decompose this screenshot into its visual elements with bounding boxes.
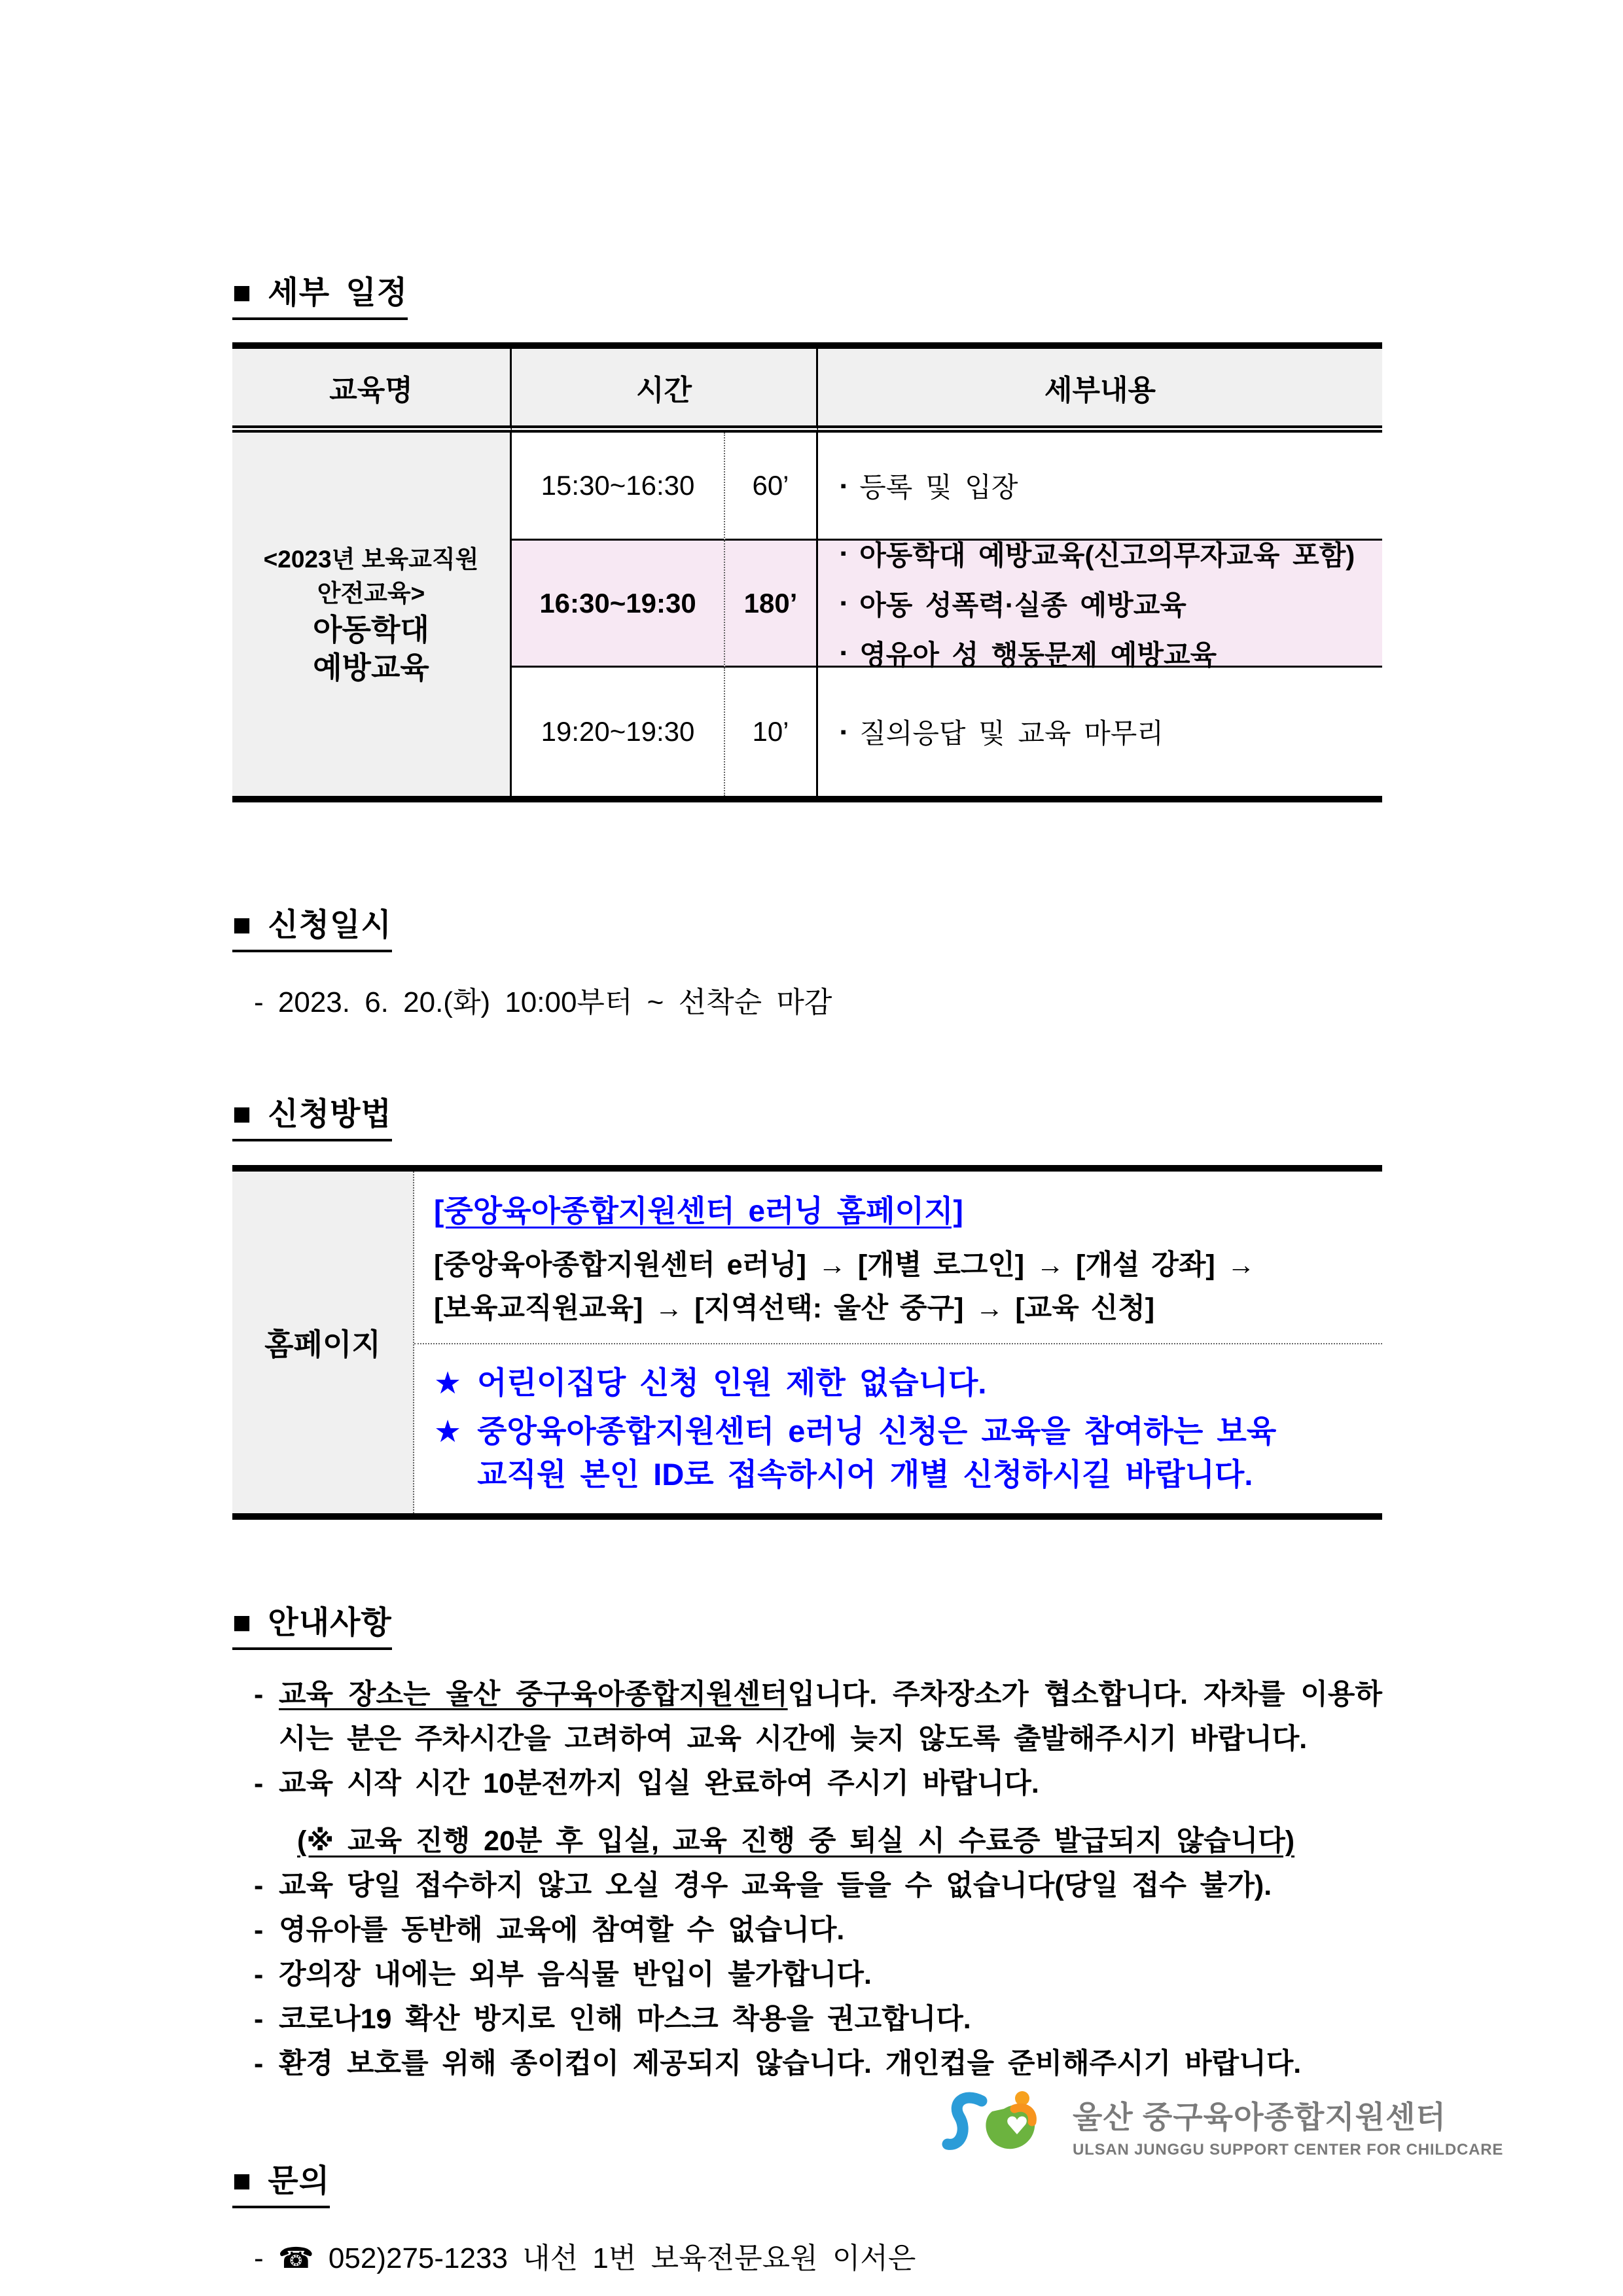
row2-duration: 180’ (725, 541, 818, 668)
schedule-heading: ■ 세부 일정 (232, 267, 408, 320)
detail-text: 영유아 성 행동문제 예방교육 (859, 639, 1217, 670)
guidance-heading: ■ 안내사항 (232, 1597, 392, 1650)
schedule-section (0, 267, 1623, 320)
center-logo (941, 2087, 1503, 2165)
detail-text: 등록 및 입장 (859, 472, 1018, 503)
square-bullet-icon: ▪ (840, 721, 847, 742)
guidance-item (254, 1863, 1382, 1908)
dash-marker: - (254, 1768, 264, 1799)
guidance-text (279, 1672, 1382, 1761)
col-header-time: 시간 (512, 349, 818, 433)
dash-marker: - (254, 2003, 264, 2035)
square-bullet-icon: ▪ (840, 543, 847, 563)
course-line: 예방교육 (313, 650, 429, 685)
homepage-row-label: 홈페이지 (232, 1172, 414, 1513)
guidance-item (254, 1952, 1382, 1997)
row1-duration: 60’ (725, 433, 818, 541)
detail-text: 아동 성폭력·실종 예방교육 (859, 589, 1186, 620)
square-bullet-icon: ▪ (840, 643, 847, 662)
apply-datetime-heading: ■ 신청일시 (232, 899, 392, 952)
row3-duration: 10’ (725, 668, 818, 796)
guidance-text: 교육 시작 시간 10분전까지 입실 완료하여 주시기 바랍니다. (279, 1768, 1039, 1799)
apply-method-table (232, 1165, 1382, 1520)
square-bullet-icon: ▪ (840, 593, 847, 613)
guidance-text: 환경 보호를 위해 종이컵이 제공되지 않습니다. 개인컵을 준비해주시기 바랍니다. (279, 2048, 1302, 2079)
detail-text: 질의응답 및 교육 마무리 (859, 718, 1164, 749)
note-row (434, 1410, 1382, 1496)
contact-line: - ☎ 052)275-1233 내선 1번 보육전문요원 이서은 (254, 2242, 916, 2274)
menu-path-line: [중앙육아종합지원센터 e러닝] → [개별 로그인] → [개설 강좌] → (434, 1249, 1255, 1281)
note-text-line: 교직원 본인 ID로 접속하시어 개별 신청하시길 바랍니다. (477, 1457, 1253, 1492)
logo-text-korean: 울산 중구육아종합지원센터 (1073, 2099, 1446, 2134)
elearning-homepage-link[interactable]: [중앙육아종합지원센터 e러닝 홈페이지] (434, 1194, 963, 1228)
apply-datetime-section (0, 899, 1623, 952)
course-line: 아동학대 (313, 612, 429, 647)
dash-marker: - (254, 1679, 264, 1710)
row2-detail (818, 541, 1382, 668)
dash-marker: - (254, 2048, 264, 2079)
menu-path-line: [보육교직원교육] → [지역선택: 울산 중구] → [교육 신청] (434, 1293, 1155, 1324)
guidance-rest-text: 입니다. 주차장소가 협소합니다. 자차를 이용하시는 분은 주차시간을 고려하여 교육 시간에 늦지 않도록 출발해주시기 바랍니다. (279, 1679, 1382, 1755)
row3-time: 19:20~19:30 (512, 668, 725, 796)
logo-mark-icon (941, 2087, 1056, 2165)
dash-marker: - (254, 1914, 264, 1946)
homepage-path-cell (414, 1172, 1382, 1344)
col-header-course: 교육명 (232, 349, 512, 433)
detail-text: 아동학대 예방교육(신고의무자교육 포함) (859, 539, 1355, 571)
guidance-item (254, 1672, 1382, 1761)
dash-marker: - (254, 1870, 264, 1901)
apply-method-section (0, 1088, 1623, 1141)
star-icon: ★ (434, 1365, 462, 1400)
guidance-item (254, 1761, 1382, 1806)
guidance-item (254, 1997, 1382, 2041)
guidance-bold-text: 교육 장소는 울산 중구육아종합지원센터 (279, 1679, 788, 1710)
dash-marker: - (254, 1959, 264, 1990)
guidance-list (254, 1672, 1382, 2086)
course-name-cell (232, 433, 512, 796)
guidance-text: 교육 당일 접수하지 않고 오실 경우 교육을 들을 수 없습니다(당일 접수 불가). (279, 1870, 1272, 1901)
contact-heading: ■ 문의 (232, 2155, 330, 2208)
row1-time: 15:30~16:30 (512, 433, 725, 541)
note-text (477, 1410, 1276, 1496)
logo-text-english: ULSAN JUNGGU SUPPORT CENTER FOR CHILDCARE (1073, 2140, 1504, 2159)
guidance-warning-text: (※ 교육 진행 20분 후 입실, 교육 진행 중 퇴실 시 수료증 발급되지 않습니다) (297, 1825, 1295, 1857)
square-bullet-icon: ▪ (840, 475, 847, 495)
row3-detail (818, 668, 1382, 796)
note-row (434, 1361, 1382, 1405)
homepage-notes-cell (414, 1344, 1382, 1513)
star-icon: ★ (434, 1414, 462, 1448)
guidance-section (0, 1597, 1623, 1650)
note-text: 어린이집당 신청 인원 제한 없습니다. (477, 1365, 987, 1400)
guidance-item (254, 2041, 1382, 2086)
guidance-text: 코로나19 확산 방지로 인해 마스크 착용을 권고합니다. (279, 2003, 971, 2035)
guidance-text: 영유아를 동반해 교육에 참여할 수 없습니다. (279, 1914, 845, 1946)
logo-text (1073, 2093, 1503, 2159)
note-text-line: 중앙육아종합지원센터 e러닝 신청은 교육을 참여하는 보육 (477, 1414, 1277, 1448)
apply-datetime-line: - 2023. 6. 20.(화) 10:00부터 ~ 선착순 마감 (254, 986, 832, 1018)
course-line: <2023년 보육교직원 (263, 545, 479, 573)
guidance-item (254, 1908, 1382, 1952)
course-line: 안전교육> (317, 579, 425, 607)
col-header-detail: 세부내용 (818, 349, 1382, 433)
guidance-warning (254, 1819, 1382, 1863)
row1-detail (818, 433, 1382, 541)
guidance-text: 강의장 내에는 외부 음식물 반입이 불가합니다. (279, 1959, 872, 1990)
schedule-table (232, 342, 1382, 802)
apply-method-heading: ■ 신청방법 (232, 1088, 392, 1141)
row2-time: 16:30~19:30 (512, 541, 725, 668)
